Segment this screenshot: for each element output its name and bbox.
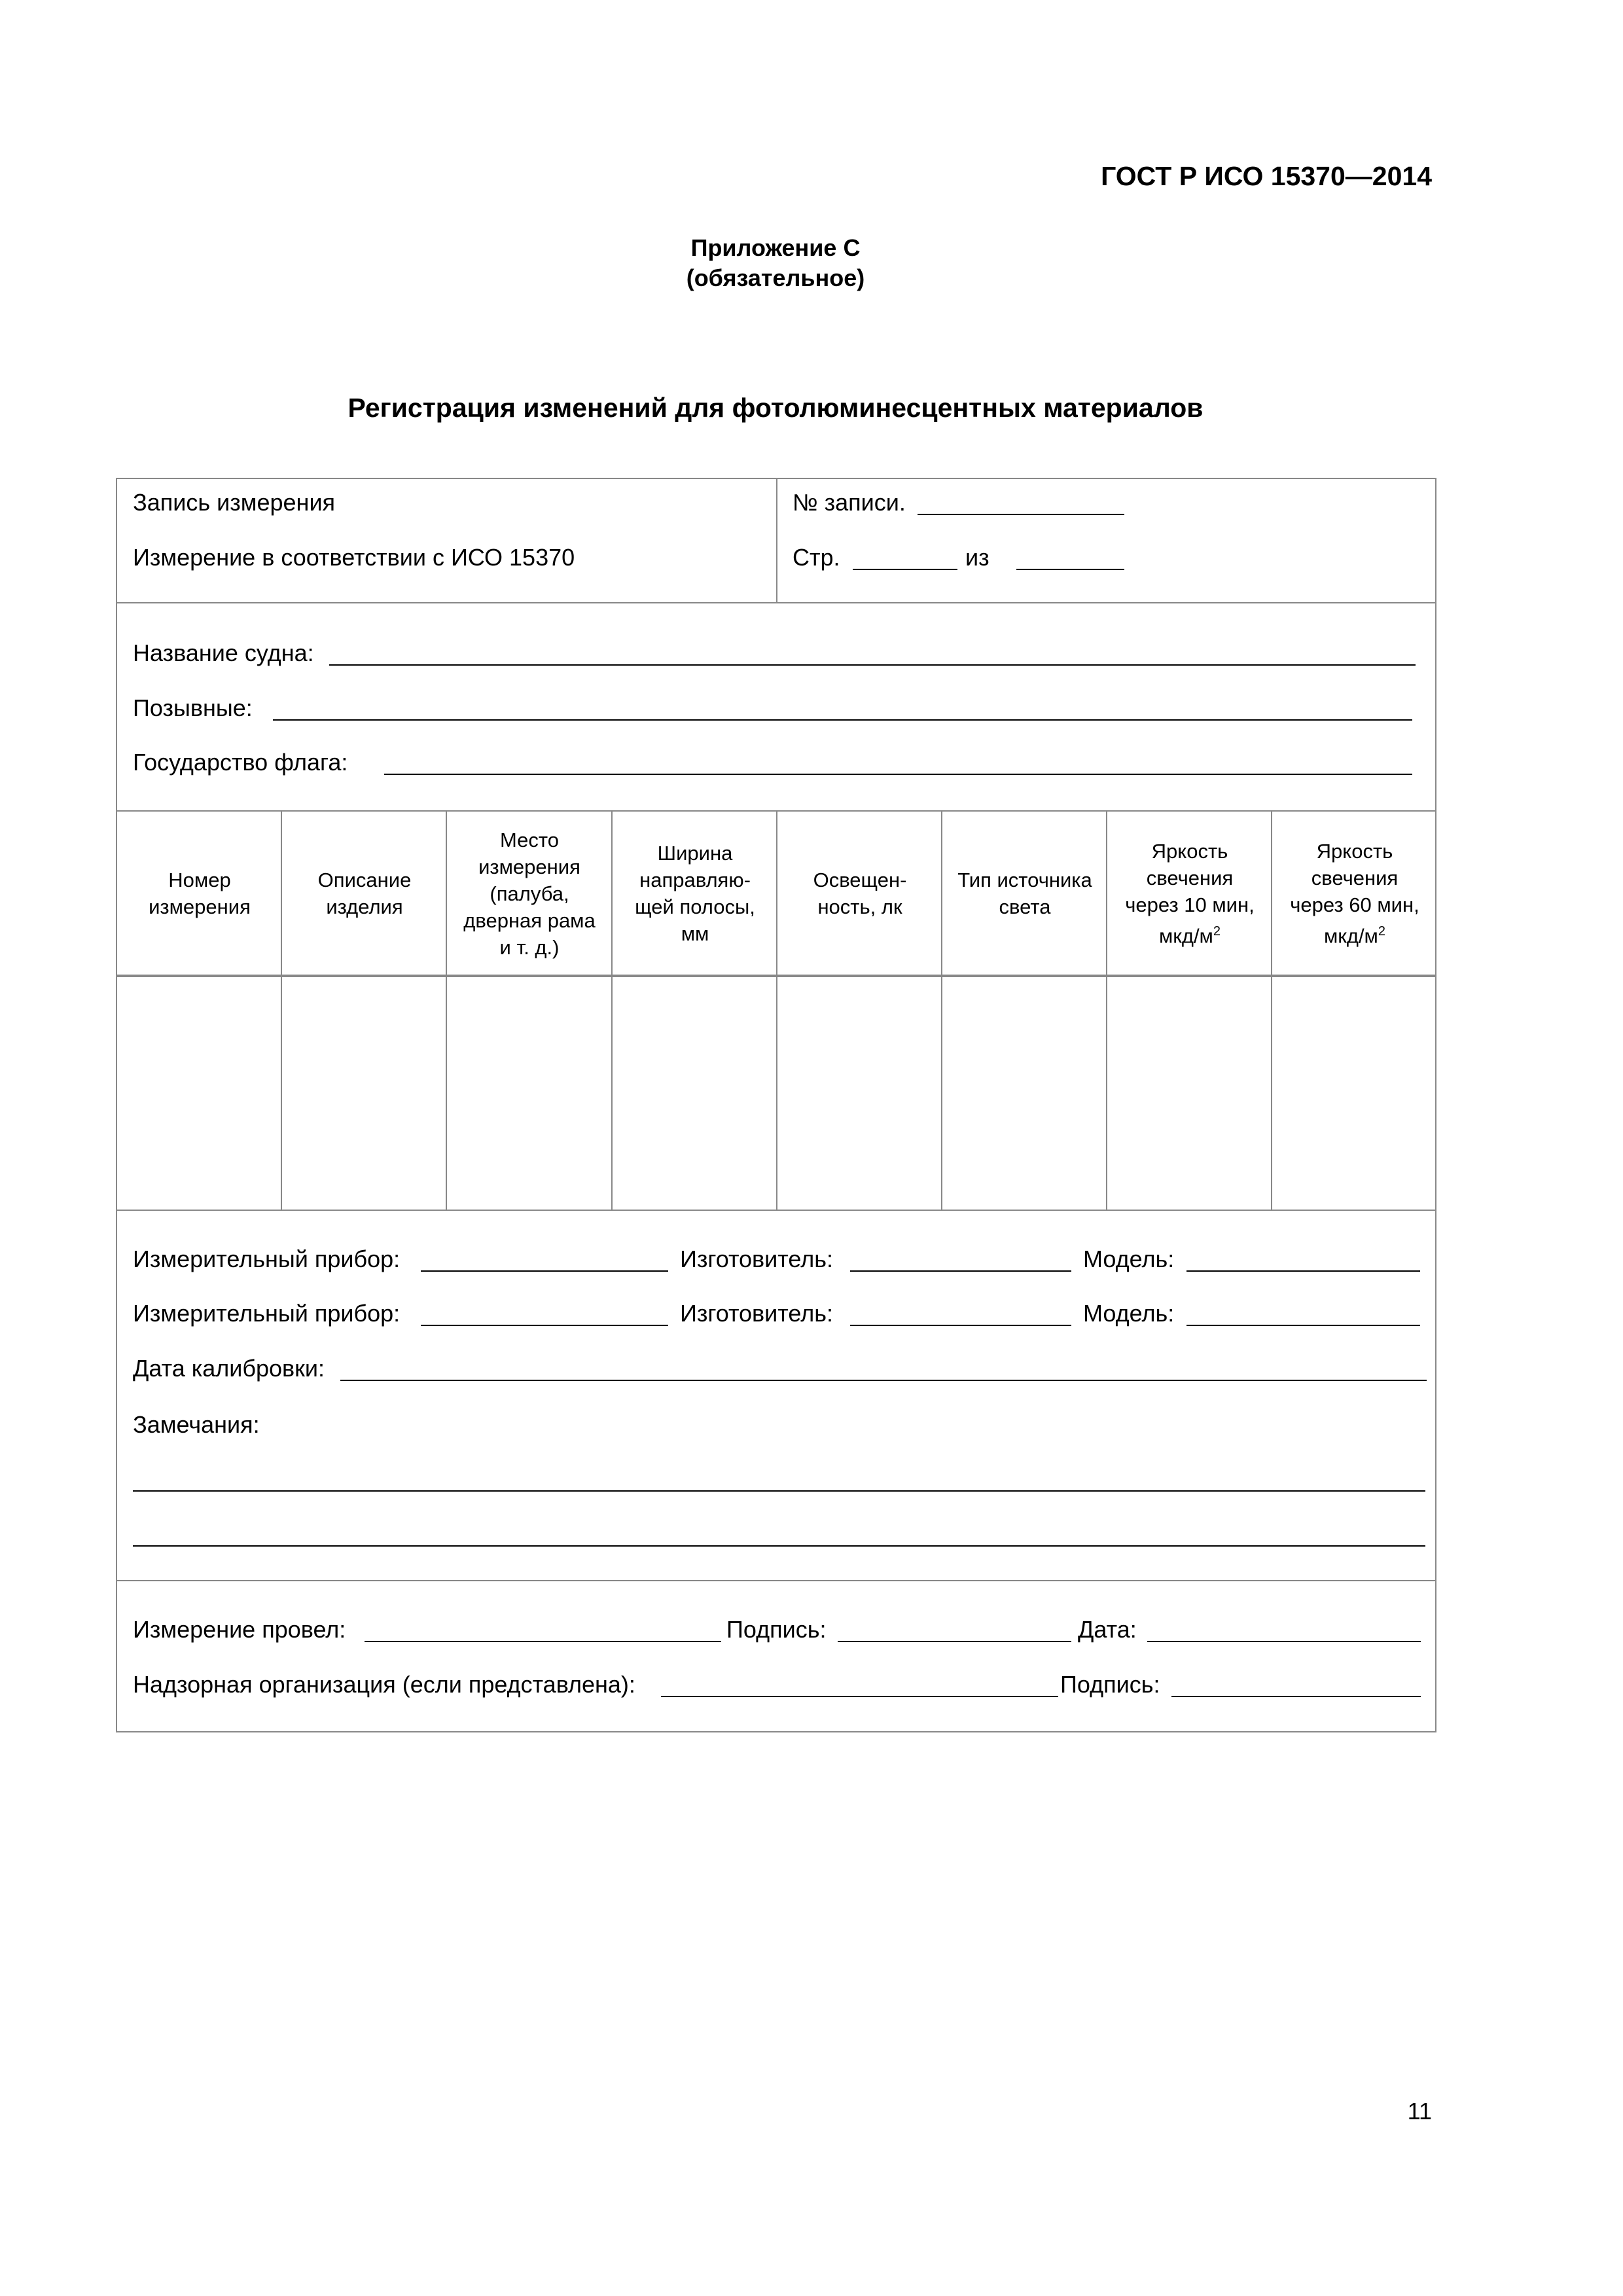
calibration-date-field[interactable] xyxy=(340,1380,1427,1381)
table-cell[interactable] xyxy=(613,977,776,1209)
frame-bottom xyxy=(116,1731,1436,1732)
column-header-label: Ширина направляю- щей полосы, мм xyxy=(635,842,755,945)
date-field[interactable] xyxy=(1147,1641,1421,1642)
page-total-field[interactable] xyxy=(1016,569,1124,570)
column-header-label: Тип источника света xyxy=(957,869,1092,918)
model-field-2[interactable] xyxy=(1186,1325,1420,1326)
model-field-1[interactable] xyxy=(1186,1270,1420,1272)
ship-name-field[interactable] xyxy=(329,664,1416,666)
instrument-label-2: Измерительный прибор: xyxy=(133,1300,401,1327)
column-header-label: Яркость свечения через 10 мин, мкд/м xyxy=(1125,839,1255,948)
flag-state-field[interactable] xyxy=(384,774,1412,775)
standard-code: ГОСТ Р ИСО 15370—2014 xyxy=(1101,161,1432,191)
performed-by-field[interactable] xyxy=(365,1641,721,1642)
column-header-illuminance xyxy=(777,812,943,975)
column-header-guide-strip-width xyxy=(612,812,778,975)
callsign-label: Позывные: xyxy=(133,694,253,721)
manufacturer-field-1[interactable] xyxy=(850,1270,1071,1272)
signature-label: Подпись: xyxy=(726,1616,827,1643)
record-divider xyxy=(776,478,777,602)
signature2-field[interactable] xyxy=(1171,1696,1421,1697)
signature2-label: Подпись: xyxy=(1060,1671,1160,1698)
table-cell[interactable] xyxy=(1272,977,1435,1209)
page-field[interactable] xyxy=(853,569,957,570)
frame-divider-1 xyxy=(116,602,1436,603)
document-title: Регистрация изменений для фотолюминесцентных материалов xyxy=(348,393,1204,423)
model-label-1: Модель: xyxy=(1083,1246,1175,1272)
column-header-luminance-60min xyxy=(1272,812,1438,975)
record-number-field[interactable] xyxy=(918,514,1124,515)
page-label: Стр. xyxy=(793,544,840,571)
table-cell[interactable] xyxy=(447,977,611,1209)
remarks-line-2[interactable] xyxy=(133,1545,1425,1547)
flag-state-label: Государство флага: xyxy=(133,749,348,776)
ship-name-label: Название судна: xyxy=(133,639,314,666)
table-cell[interactable] xyxy=(942,977,1106,1209)
column-header-item-description xyxy=(281,812,448,975)
manufacturer-label-2: Изготовитель: xyxy=(680,1300,833,1327)
supervisor-field[interactable] xyxy=(661,1696,1058,1697)
superscript: 2 xyxy=(1213,924,1221,939)
record-number-label: № записи. xyxy=(793,489,906,516)
appendix-type: (обязательное) xyxy=(686,264,865,291)
column-header-label: Освещен- ность, лк xyxy=(813,869,907,918)
remarks-label: Замечания: xyxy=(133,1411,260,1438)
signature-field[interactable] xyxy=(838,1641,1071,1642)
column-header-luminance-10min xyxy=(1107,812,1273,975)
of-label: из xyxy=(965,544,990,571)
table-cell[interactable] xyxy=(1107,977,1271,1209)
table-cell[interactable] xyxy=(282,977,446,1209)
column-header-label: Номер измерения xyxy=(149,869,251,918)
column-header-label: Яркость свечения через 60 мин, мкд/м xyxy=(1290,839,1419,948)
appendix-heading xyxy=(0,233,1551,293)
performed-by-label: Измерение провел: xyxy=(133,1616,346,1643)
callsign-field[interactable] xyxy=(273,719,1412,721)
measurement-note: Измерение в соответствии с ИСО 15370 xyxy=(133,544,575,571)
column-header-measurement-number xyxy=(116,812,283,975)
model-label-2: Модель: xyxy=(1083,1300,1175,1327)
page-number: 11 xyxy=(1407,2098,1432,2125)
manufacturer-field-2[interactable] xyxy=(850,1325,1071,1326)
manufacturer-label-1: Изготовитель: xyxy=(680,1246,833,1272)
column-header-measurement-location xyxy=(446,812,613,975)
instrument-label-1: Измерительный прибор: xyxy=(133,1246,401,1272)
instrument-field-2[interactable] xyxy=(421,1325,668,1326)
column-header-label: Место измерения (палуба, дверная рама и т. д.) xyxy=(463,828,596,959)
table-cell[interactable] xyxy=(777,977,941,1209)
frame-right xyxy=(1435,478,1436,1732)
appendix-label: Приложение С xyxy=(690,234,861,261)
date-label: Дата: xyxy=(1078,1616,1137,1643)
instrument-field-1[interactable] xyxy=(421,1270,668,1272)
superscript: 2 xyxy=(1378,924,1385,939)
column-header-label: Описание изделия xyxy=(317,869,412,918)
frame-divider-4 xyxy=(116,1580,1436,1581)
record-label: Запись измерения xyxy=(133,489,336,516)
column-header-light-source-type xyxy=(942,812,1108,975)
supervisor-label: Надзорная организация (если представлена): xyxy=(133,1671,635,1698)
calibration-date-label: Дата калибровки: xyxy=(133,1355,325,1382)
frame-divider-3 xyxy=(116,1210,1436,1211)
remarks-line-1[interactable] xyxy=(133,1490,1425,1492)
table-cell[interactable] xyxy=(117,977,281,1209)
